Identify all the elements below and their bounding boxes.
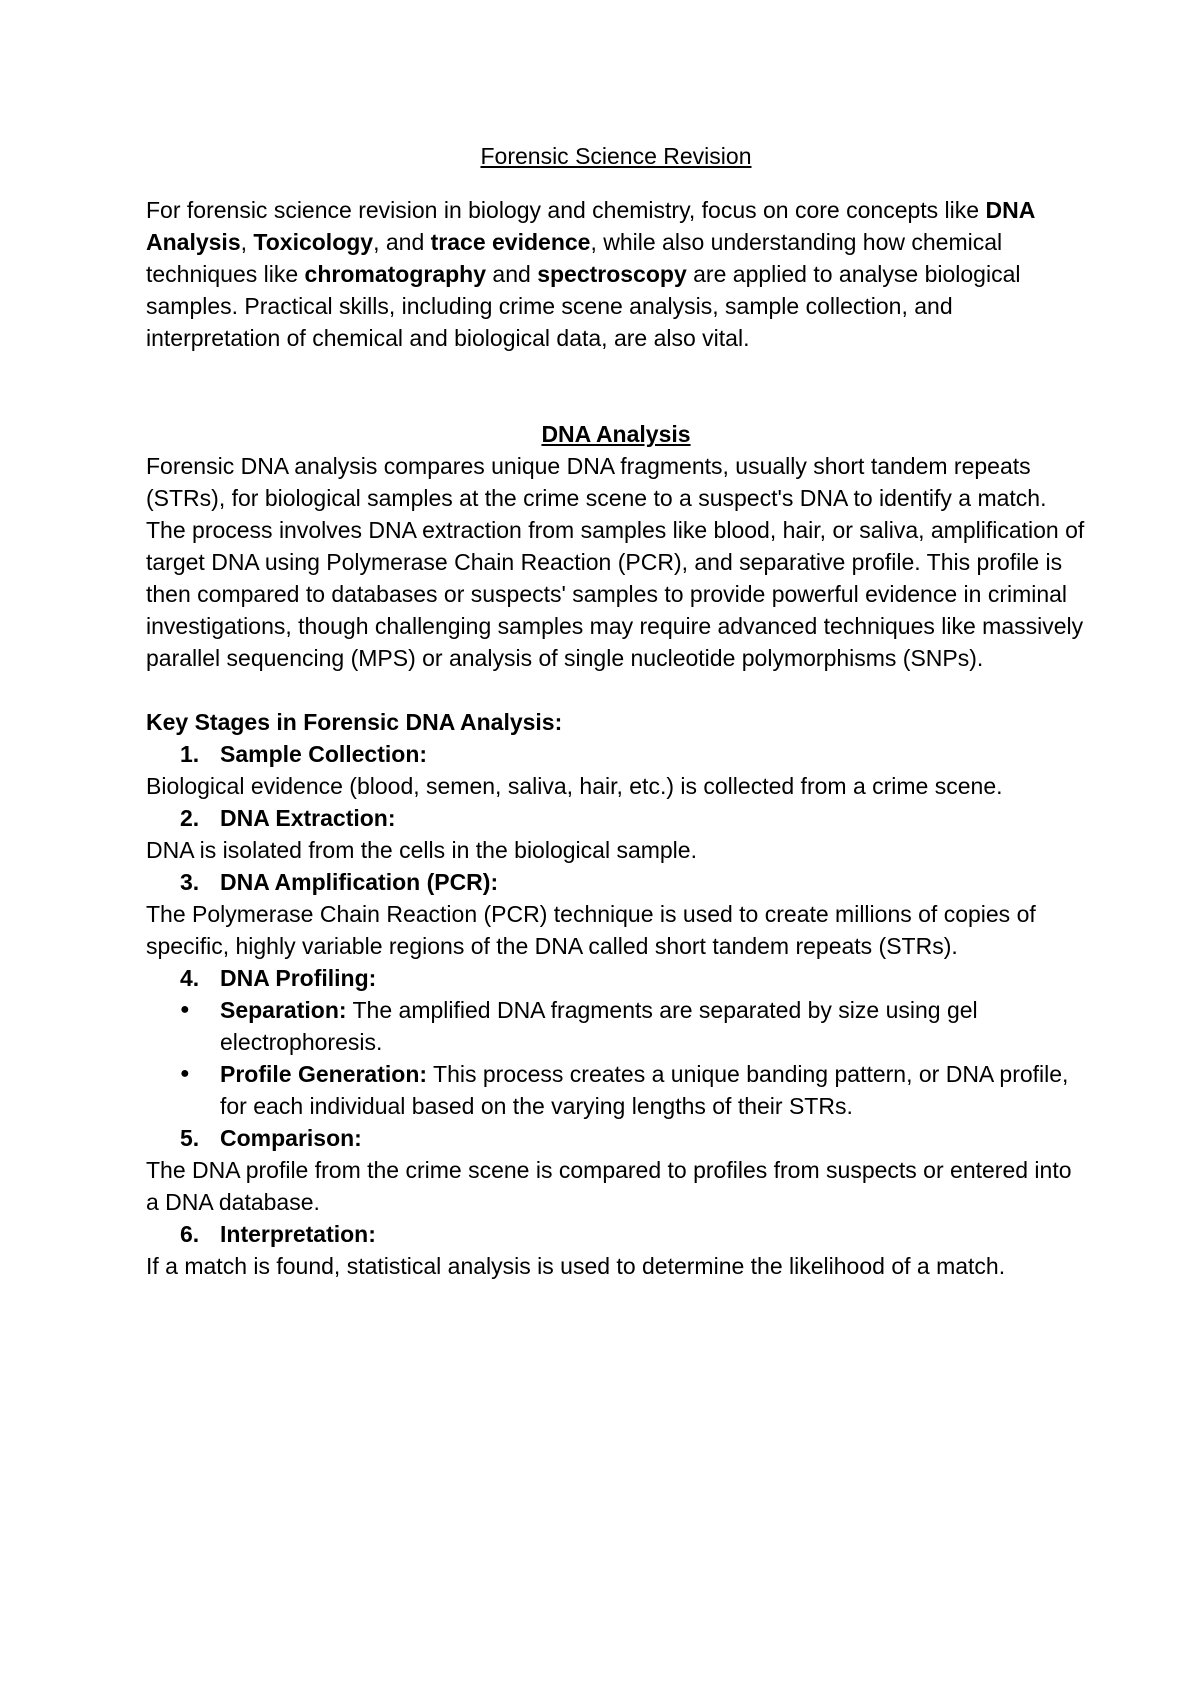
intro-text-4: , while also understanding how chemical techniques like <box>146 229 1003 287</box>
stage-5-title: Comparison: <box>220 1125 362 1151</box>
stage-4-title: DNA Profiling: <box>220 965 377 991</box>
stage-5-title-row <box>146 1122 1086 1154</box>
intro-text-5: and <box>486 261 538 287</box>
bullet-label: Profile Generation: <box>220 1061 428 1087</box>
stage-4-bullet-separation <box>146 994 1086 1058</box>
stage-1-title: Sample Collection: <box>220 741 428 767</box>
intro-text-2: , <box>240 229 254 255</box>
intro-paragraph <box>146 194 1086 354</box>
bullet-body <box>220 994 1086 1058</box>
stage-2-number: 2. <box>180 805 200 831</box>
bullet-dot-icon: ● <box>180 1065 190 1082</box>
intro-text-3: , and <box>373 229 431 255</box>
stage-3-text: The Polymerase Chain Reaction (PCR) technique is used to create millions of copies of specific, highly variable regions of the DNA called short tandem repeats (STRs). <box>146 901 1036 959</box>
stage-2-title-row <box>146 802 1086 834</box>
document-page <box>146 140 1086 1282</box>
document-title: Forensic Science Revision <box>480 143 752 169</box>
dna-analysis-heading: DNA Analysis <box>541 421 691 447</box>
stage-4-bullet-profile-generation <box>146 1058 1086 1122</box>
bullet-dot-icon: ● <box>180 1001 190 1018</box>
stage-1-title-row <box>146 738 1086 770</box>
stage-1-text: Biological evidence (blood, semen, saliva, hair, etc.) is collected from a crime scene. <box>146 773 1003 799</box>
stage-6-title: Interpretation: <box>220 1221 376 1247</box>
stage-6-number: 6. <box>180 1221 200 1247</box>
bullet-label: Separation: <box>220 997 347 1023</box>
stage-5-number: 5. <box>180 1125 200 1151</box>
stage-6-text: If a match is found, statistical analysis is used to determine the likelihood of a match. <box>146 1253 1006 1279</box>
dna-analysis-paragraph: Forensic DNA analysis compares unique DNA fragments, usually short tandem repeats (STRs), for biological samples at the crime scene to a suspect's DNA to identify a match. The process involves DNA extraction from samples like blood, hair, or saliva, amplification of target DNA using Polymerase Chain Reaction (PCR), and separative profile. This profile is then compared to databases or suspects' samples to provide powerful evidence in criminal investigations, though challenging samples may require advanced techniques like massively parallel sequencing (MPS) or analysis of single nucleotide polymorphisms (SNPs). <box>146 453 1085 671</box>
stage-2-text: DNA is isolated from the cells in the biological sample. <box>146 837 697 863</box>
intro-term-spectroscopy: spectroscopy <box>537 261 687 287</box>
stage-4-title-row <box>146 962 1086 994</box>
key-stages-heading: Key Stages in Forensic DNA Analysis: <box>146 709 563 735</box>
intro-term-chromatography: chromatography <box>304 261 487 287</box>
bullet-body <box>220 1058 1086 1122</box>
stage-3-number: 3. <box>180 869 200 895</box>
intro-term-toxicology: Toxicology <box>253 229 374 255</box>
stage-5-text: The DNA profile from the crime scene is compared to profiles from suspects or entered into a DNA database. <box>146 1157 1072 1215</box>
stage-3-title: DNA Amplification (PCR): <box>220 869 499 895</box>
stage-6-title-row <box>146 1218 1086 1250</box>
intro-text-1: For forensic science revision in biology and chemistry, focus on core concepts like <box>146 197 986 223</box>
stage-4-number: 4. <box>180 965 200 991</box>
bullet-text: This process creates a unique banding pattern, or DNA profile, for each individual based on the varying lengths of their STRs. <box>220 1061 1069 1119</box>
stage-2-title: DNA Extraction: <box>220 805 396 831</box>
stage-1-number: 1. <box>180 741 200 767</box>
intro-term-trace-evidence: trace evidence <box>430 229 591 255</box>
stage-3-title-row <box>146 866 1086 898</box>
bullet-text: The amplified DNA fragments are separated by size using gel electrophoresis. <box>220 997 978 1055</box>
intro-text-6: are applied to analyse biological samples. Practical skills, including crime scene analysis, sample collection, and interpretation of chemical and biological data, are also vital. <box>146 261 1021 351</box>
intro-term-dna-analysis: DNA Analysis <box>146 197 1035 255</box>
